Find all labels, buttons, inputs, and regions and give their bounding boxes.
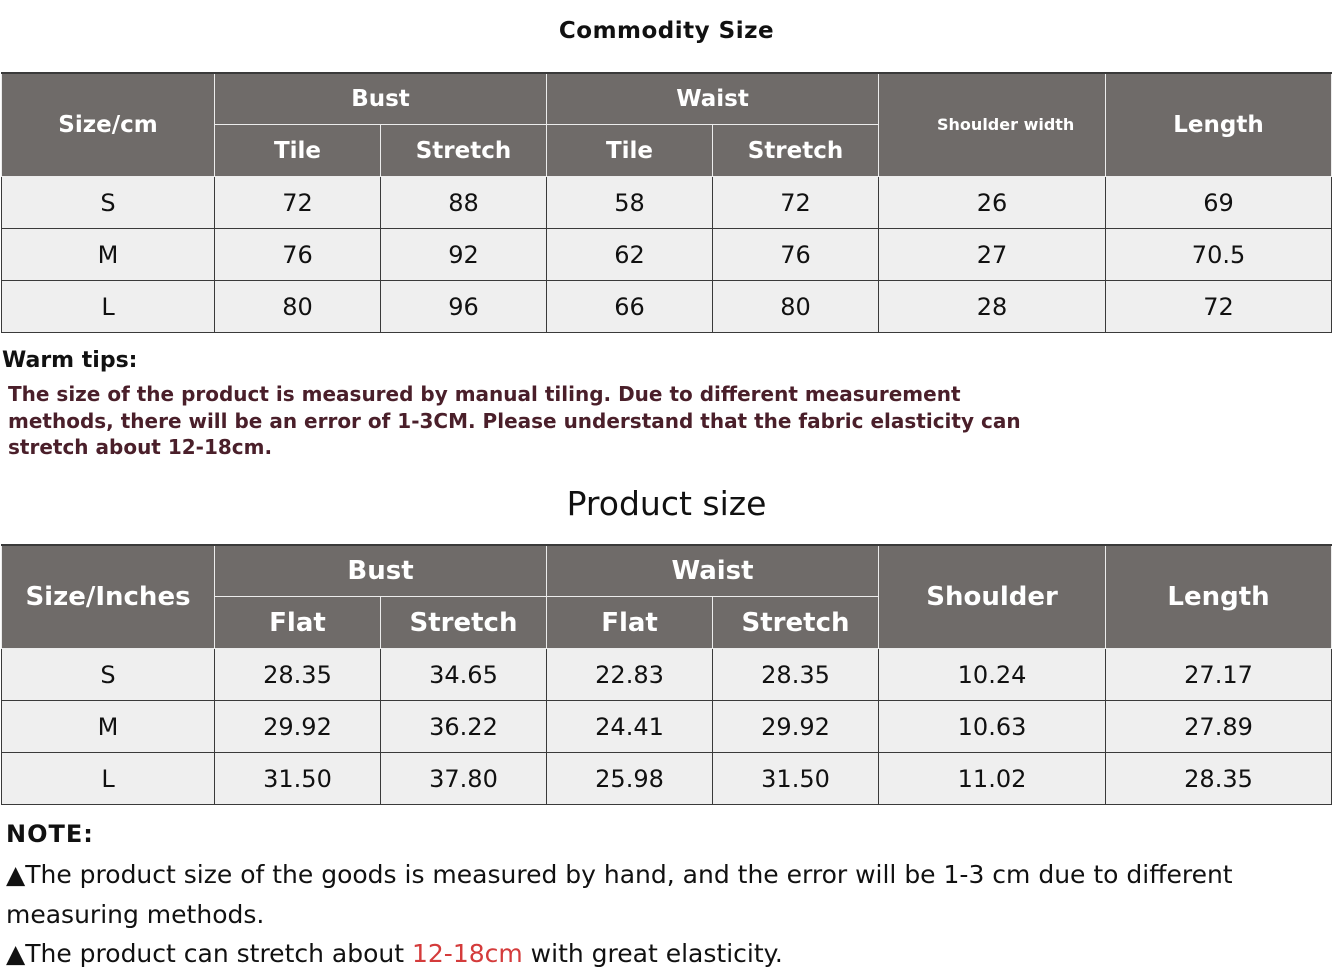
table-cell: S (2, 177, 215, 229)
warm-tips-label: Warm tips: (2, 348, 138, 373)
header-bust-stretch: Stretch (381, 125, 547, 177)
table-cell: 27 (879, 229, 1106, 281)
table-cell: 28.35 (215, 649, 381, 701)
table-cell: 29.92 (215, 701, 381, 753)
table-cell: 28.35 (1106, 753, 1332, 805)
table-cell: 62 (547, 229, 713, 281)
table-cell: 58 (547, 177, 713, 229)
header-bust-flat: Flat (215, 597, 381, 649)
commodity-size-table (1, 72, 1332, 333)
table-cell: 80 (713, 281, 879, 333)
header-length: Length (1106, 73, 1332, 177)
table-row (2, 649, 1332, 701)
table-cell: 96 (381, 281, 547, 333)
table-cell: 24.41 (547, 701, 713, 753)
table-cell: 70.5 (1106, 229, 1332, 281)
table-cell: 31.50 (713, 753, 879, 805)
table-cell: 66 (547, 281, 713, 333)
table-cell: 72 (713, 177, 879, 229)
table-cell: 26 (879, 177, 1106, 229)
table-cell: 76 (215, 229, 381, 281)
table-cell: 69 (1106, 177, 1332, 229)
table-row (2, 229, 1332, 281)
table-cell: 88 (381, 177, 547, 229)
header-bust-stretch: Stretch (381, 597, 547, 649)
header-length: Length (1106, 545, 1332, 649)
table-cell: 80 (215, 281, 381, 333)
table-cell: L (2, 753, 215, 805)
table-cell: S (2, 649, 215, 701)
table-cell: 28 (879, 281, 1106, 333)
note-line-2 (6, 934, 1326, 974)
table-cell: 72 (215, 177, 381, 229)
table-row (2, 281, 1332, 333)
table-cell: 27.89 (1106, 701, 1332, 753)
table-cell: M (2, 229, 215, 281)
table-cell: 34.65 (381, 649, 547, 701)
table-cell: 22.83 (547, 649, 713, 701)
header-waist-stretch: Stretch (713, 597, 879, 649)
header-bust-tile: Tile (215, 125, 381, 177)
note-line-2-pre: ▲The product can stretch about (6, 939, 412, 968)
table-row (2, 753, 1332, 805)
table-cell: 37.80 (381, 753, 547, 805)
header-waist-tile: Tile (547, 125, 713, 177)
header-waist: Waist (547, 545, 879, 597)
table-cell: 72 (1106, 281, 1332, 333)
table-row (2, 177, 1332, 229)
warm-tips-text: The size of the product is measured by manual tiling. Due to different measurement methods, there will be an error of 1-3CM. Please understand that the fabric elasticity can stretch about 12-18cm. (8, 382, 1021, 459)
note-stretch-highlight: 12-18cm (411, 939, 523, 968)
header-bust: Bust (215, 545, 547, 597)
header-bust: Bust (215, 73, 547, 125)
table-cell: 10.24 (879, 649, 1106, 701)
header-size: Size/Inches (2, 545, 215, 649)
note-line-1: ▲The product size of the goods is measured by hand, and the error will be 1-3 cm due to different measuring methods. (6, 860, 1233, 929)
header-waist: Waist (547, 73, 879, 125)
commodity-size-title: Commodity Size (558, 18, 775, 44)
header-shoulder: Shoulder (879, 545, 1106, 649)
table-cell: 76 (713, 229, 879, 281)
header-waist-flat: Flat (547, 597, 713, 649)
table-cell: L (2, 281, 215, 333)
header-waist-stretch: Stretch (713, 125, 879, 177)
header-shoulder-width: Shoulder width (879, 73, 1106, 177)
product-size-table (1, 544, 1332, 805)
table-cell: 27.17 (1106, 649, 1332, 701)
product-size-title: Product size (566, 484, 767, 523)
header-size: Size/cm (2, 73, 215, 177)
table-cell: 92 (381, 229, 547, 281)
table-row (2, 701, 1332, 753)
table-cell: 29.92 (713, 701, 879, 753)
note-line-2-post: with great elasticity. (522, 939, 783, 968)
table-cell: 11.02 (879, 753, 1106, 805)
table-cell: 31.50 (215, 753, 381, 805)
table-cell: 36.22 (381, 701, 547, 753)
table-cell: 25.98 (547, 753, 713, 805)
note-label: NOTE: (6, 820, 94, 848)
table-cell: 10.63 (879, 701, 1106, 753)
table-cell: 28.35 (713, 649, 879, 701)
table-cell: M (2, 701, 215, 753)
